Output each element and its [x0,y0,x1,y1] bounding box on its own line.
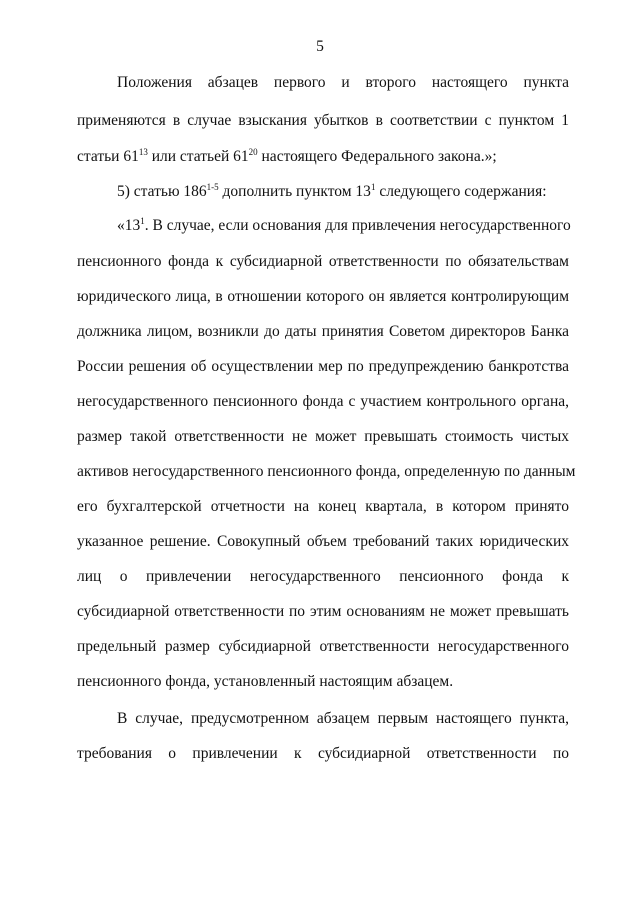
text-line: лиц о привлечении негосударственного пенсионного фонда к [77,568,569,585]
text-line: размер такой ответственности не может превышать стоимость чистых [77,428,569,445]
text-line: активов негосударственного пенсионного фонда, определенную по данным [77,463,576,480]
text-line: указанное решение. Совокупный объем требований таких юридических [77,533,569,550]
text-line: России решения об осуществлении мер по предупреждению банкротства [77,358,569,375]
text-line: его бухгалтерской отчетности на конец квартала, в котором принято [77,498,569,515]
text-line: 5) статью 186$^{1-5}$ дополнить пунктом $13^1$ следующего содержания: [117,182,547,200]
text-line: предельный размер субсидиарной ответственности негосударственного [77,638,569,655]
text-line: пенсионного фонда к субсидиарной ответственности по обязательствам [77,253,569,270]
text-line: статьи $61^{13}$ или статьей $61^{20}$ настоящего Федерального закона.»; [77,147,497,165]
text-line: «$13^1$. В случае, если основания для привлечения негосударственного [117,216,571,234]
text-line: должника лицом, возникли до даты принятия Советом директоров Банка [77,323,569,340]
text-line: Положения абзацев первого и второго настоящего пункта [117,74,569,91]
text-line: В случае, предусмотренном абзацем первым настоящего пункта, [117,710,569,727]
text-line: субсидиарной ответственности по этим основаниям не может превышать [77,603,569,620]
text-line: применяются в случае взыскания убытков в соответствии с пунктом 1 [77,112,569,129]
text-line: пенсионного фонда, установленный настоящим абзацем. [77,673,454,690]
text-line: требования о привлечении к субсидиарной ответственности по [77,745,569,762]
page-number: 5 [316,38,324,55]
text-line: юридического лица, в отношении которого он является контролирующим [77,288,569,305]
text-line: негосударственного пенсионного фонда с участием контрольного органа, [77,393,569,410]
